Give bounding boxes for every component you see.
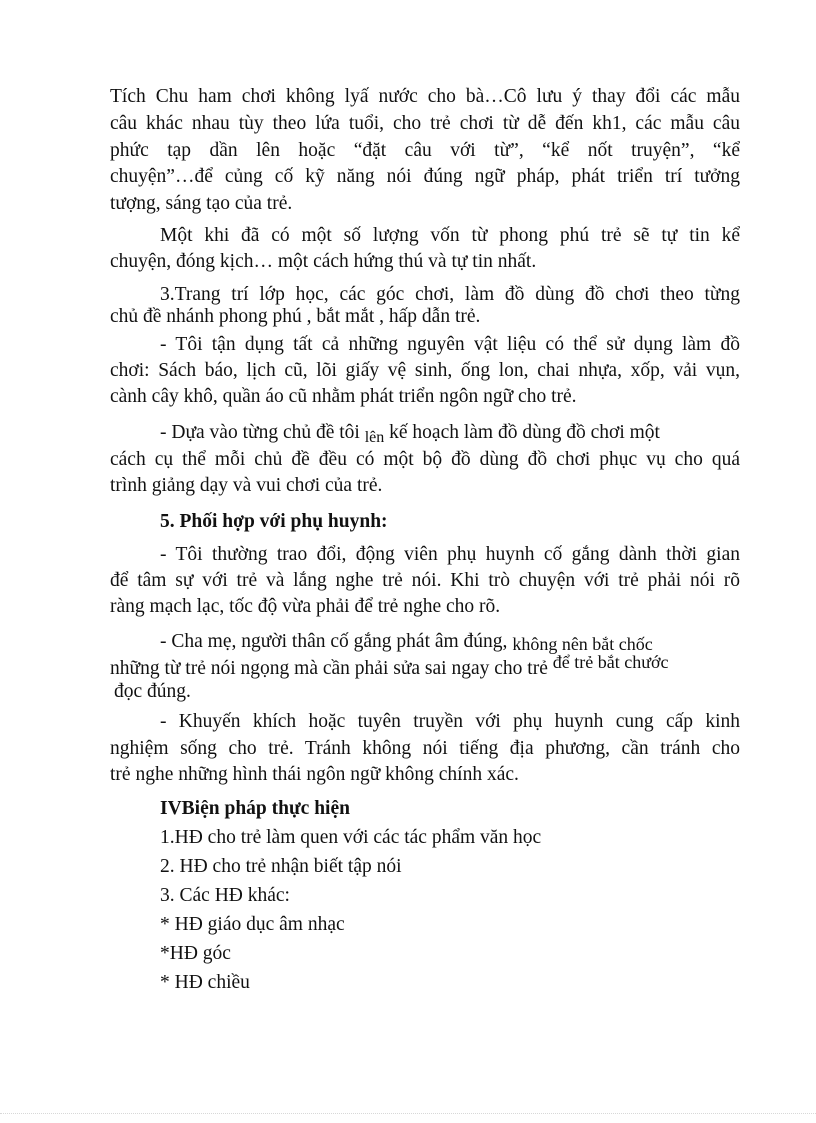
section-5-heading: 5. Phối hợp với phụ huynh: [160,511,388,532]
paragraph5-line1-subscript: lên [364,429,385,446]
paragraph5-line3: trình giảng dạy và vui chơi của trẻ. [110,475,383,496]
paragraph5-line2: cách cụ thể mỗi chủ đề đều có một bộ đồ dùng đồ chơi phục vụ cho quá [110,449,740,470]
paragraph5-line1 [160,419,740,447]
list-item: * HĐ chiều [160,972,250,993]
paragraph4-line1: - Tôi tận dụng tất cả những nguyên vật liệu có thể sử dụng làm đồ [160,334,740,355]
paragraph8-line2: nghiệm sống cho trẻ. Tránh không nói tiếng địa phương, cần tránh cho [110,738,740,759]
paragraph3-line1: 3.Trang trí lớp học, các góc chơi, làm đồ dùng đồ chơi theo từng [160,284,740,305]
list-item: 3. Các HĐ khác: [160,885,290,906]
page-bottom-divider [0,1113,816,1114]
paragraph7-line1 [160,628,740,655]
paragraph4-line2: chơi: Sách báo, lịch cũ, lõi giấy vệ sinh, ống lon, chai nhựa, xốp, vải vụn, [110,360,740,381]
paragraph3-line2: chủ đề nhánh phong phú , bắt mắt , hấp dẫn trẻ. [110,306,481,327]
paragraph4-line3: cành cây khô, quần áo cũ nhằm phát triển ngôn ngữ cho trẻ. [110,386,577,407]
paragraph8-line1: - Khuyến khích hoặc tuyên truyền với phụ huynh cung cấp kinh [160,711,740,732]
paragraph5-line1-end: kế hoạch làm đồ dùng đồ chơi một [389,422,660,443]
paragraph6-line1: - Tôi thường trao đổi, động viên phụ huynh cố gắng dành thời gian [160,544,740,565]
paragraph1-line3: phức tạp dần lên hoặc “đặt câu với từ”, “kể nốt truyện”, “kể [110,140,740,161]
paragraph1-line5: tượng, sáng tạo của trẻ. [110,193,293,214]
paragraph7-line2-end: để trẻ bắt chước [552,652,669,672]
section-iv-heading: IVBiện pháp thực hiện [160,798,350,819]
paragraph2-line1: Một khi đã có một số lượng vốn từ phong phú trẻ sẽ tự tin kể [160,225,740,246]
paragraph8-line3: trẻ nghe những hình thái ngôn ngữ không chính xác. [110,764,519,785]
list-item: 1.HĐ cho trẻ làm quen với các tác phẩm văn học [160,827,542,848]
paragraph7-line1-end: không nên bắt chốc [512,634,653,654]
paragraph5-line1-start: - Dựa vào từng chủ đề tôi [160,422,360,443]
paragraph1-line1: Tích Chu ham chơi không lyấ nước cho bà…Cô lưu ý thay đổi các mẫu [110,86,740,107]
paragraph2-line2: chuyện, đóng kịch… một cách hứng thú và tự tin nhất. [110,251,537,272]
list-item: 2. HĐ cho trẻ nhận biết tập nói [160,856,402,877]
paragraph6-line2: để tâm sự với trẻ và lắng nghe trẻ nói. Khi trò chuyện với trẻ phải nói rõ [110,570,740,591]
paragraph7-line1-start: - Cha mẹ, người thân cố gắng phát âm đúng, [160,631,508,652]
paragraph1-line2: câu khác nhau tùy theo lứa tuổi, cho trẻ chơi từ dễ đến kh1, các mẫu câu [110,113,740,134]
list-item: *HĐ góc [160,943,231,964]
paragraph6-line3: ràng mạch lạc, tốc độ vừa phải để trẻ nghe cho rõ. [110,596,501,617]
paragraph7-line3: đọc đúng. [114,681,191,702]
list-item: * HĐ giáo dục âm nhạc [160,914,345,935]
paragraph7-line2-start: những từ trẻ nói ngọng mà cần phải sửa sai ngay cho trẻ [110,658,548,679]
paragraph1-line4: chuyện”…để củng cố kỹ năng nói đúng ngữ pháp, phát triển trí tưởng [110,166,740,187]
